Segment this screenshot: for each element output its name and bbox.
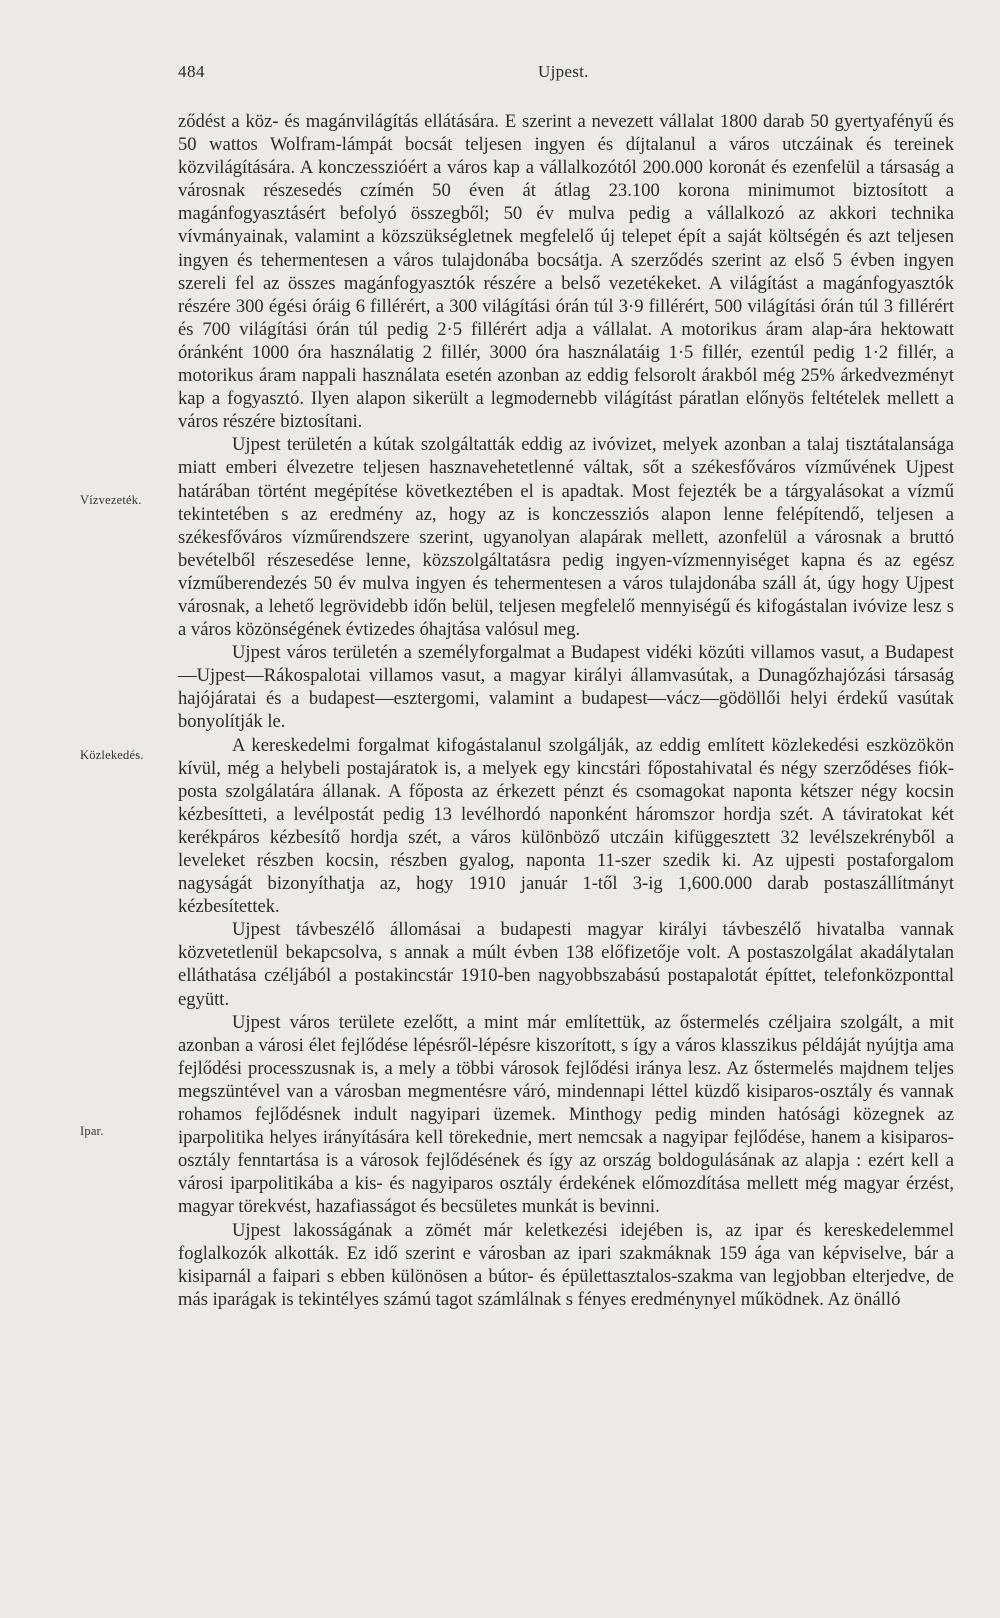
page-number: 484 xyxy=(178,62,205,81)
body-text xyxy=(178,110,954,1311)
paragraph-industry-policy: Ujpest város területe ezelőtt, a mint már említettük, az őstermelés czéljaira szolgált, a mit azonban a városi élet fejlődése lépésről-lépésre kiszorított, s így a város klasszikus példáját nyújtja ama fejlődési processzusnak is, a mely a többi városok fejlődési iránya lesz. Az őstermelés majdnem teljes megszüntével van a városban megmentésre váró, mindennapi léttel küzdő kisiparos-osztály és vannak rohamos fejlődésnek indult nagyipari üzemek. Minthogy pedig minden hatósági közegnek az iparpolitika helyes irányítására kell törekednie, mert nemcsak a nagyipar fejlődése, hanem a kisiparos-osztály fenntartása is a városok fejlődésének és így az ország boldogulásának az alapja : ezért kell a városi iparpolitikába a kis- és nagyiparos osztály érdekének előmozdítása mellett még magyar érzést, magyar törekvést, hazafiasságot és becsületes munkát is bevinni. xyxy=(178,1011,954,1218)
margin-note-transport: Közlekedés. xyxy=(80,748,144,762)
paragraph-water-supply: Ujpest területén a kútak szolgáltatták eddig az ivóvizet, melyek azonban a talaj tisztátalansága miatt emberi élvezetre teljesen hasznavehetetlenné váltak, sőt a székesfőváros vízművének Ujpest határában történt megépítése következtében el is apadtak. Most fejezték be a tárgyalásokat a vízmű tekintetében s az eredmény az, hogy az is konczessziós alapon lenne felépítendő, teljesen a székesfőváros vízműrendszere szerint, ugyanolyan alapárak mellett, azonfelül a városnak a bruttó bevételből részesedése lenne, közszolgáltatásra pedig ingyen-vízmennyiséget kapna és az egész vízműberendezés 50 év mulva ingyen és tehermentesen a város tulajdonába száll át, úgy hogy Ujpest városnak, a lehető legrövidebb időn belül, teljesen megfelelő mennyiségű és kifogástalan ivóvize lesz s a város közönségének évtizedes óhajtása valósul meg. xyxy=(178,434,954,641)
paragraph-telephone: Ujpest távbeszélő állomásai a budapesti magyar királyi távbeszélő hivatalba vannak közvetetlenül bekapcsolva, s annak a múlt évben 138 előfizetője volt. A postaszolgálat akadálytalan elláthatása czéljából a postakincstár 1910-ben nagyobbszabású postapalotát építtet, telefonközponttal együtt. xyxy=(178,919,954,1010)
paragraph-passenger-traffic: Ujpest város területén a személyforgalmat a Budapest vidéki közúti villamos vasut, a Budapest—Ujpest—Rákospalotai villamos vasut, a magyar királyi államvasútak, a Dunagőzhajózási társaság hajójáratai és a budapest—esztergomi, valamint a budapest—vácz—gödöllői helyi érdekű vasútak bonyolítják le. xyxy=(178,642,954,733)
paragraph-postal-service: A kereskedelmi forgalmat kifogástalanul szolgálják, az eddig említett közlekedési eszközökön kívül, még a helybeli postajáratok is, a melyek egy kincstári főpostahivatal és négy szerződéses fiók-posta szolgálatára állanak. A főposta az érkezett pénzt és csomagokat naponta kétszer négy kocsin kézbesítteti, a levélpostát pedig 13 levélhordó naponként háromszor hordja szét. A táviratokat két kerékpáros kézbesítő hordja szét, a város különböző utczáin kifüggesztett 32 levélszekrényből a leveleket részben kocsin, részben gyalog, naponta 11-szer szedik ki. Az ujpesti postaforgalom nagyságát bizonyíthatja az, hogy 1910 január 1-től 3-ig 1,600.000 darab postaszállítmányt kézbesítettek. xyxy=(178,734,954,918)
margin-note-water: Vízvezeték. xyxy=(80,493,142,507)
running-title: Ujpest. xyxy=(538,62,589,81)
margin-note-industry: Ipar. xyxy=(80,1124,104,1138)
paragraph-lighting: ződést a köz- és magánvilágítás ellátására. E szerint a nevezett vállalat 1800 darab 50 gyertyafényű és 50 wattos Wolfram-lámpát bocsát teljesen ingyen és díjtalanul a város utczáinak és tereinek közvilágítására. A konczesszióért a város kap a vállalkozótól 200.000 koronát és ezenfelül a társaság a városnak részesedés czímén 50 éven át átlag 23.100 korona minimumot biztosított a magánfogyasztásért befolyó összegből; 50 év mulva pedig a vállalkozó az akkori technika vívmányainak, valamint a közszükségletnek megfelelő új telepet épít a saját költségén és azt teljesen ingyen és tehermentesen a város tulajdonába bocsátja. A szerződés szerint az első 5 évben ingyen szereli fel az összes magánfogyasztók részére a belső vezetékeket. A világítást a magánfogyasztók részére 300 égési óráig 6 fillérért, a 300 világítási órán túl 3·9 fillérért, 500 világítási órán túl 3 fillérért és 700 világítási órán túl pedig 2·5 fillérért adja a vállalat. A motorikus áram alap-ára hektowatt óránként 1000 óra használatig 2 fillér, 3000 óra használatáig 1·5 fillér, ezentúl pedig 1·2 fillér, a motorikus áram nappali használata esetén azonban az eddig felsorolt árakból még 25% árkedvezményt kap a fogyasztó. Ilyen alapon sikerült a legmodernebb világítást páratlan előnyös feltételek mellett a város részére biztosítani. xyxy=(178,111,954,433)
paragraph-industry-population: Ujpest lakosságának a zömét már keletkezési idejében is, az ipar és kereskedelemmel foglalkozók alkották. Ez idő szerint e városban az ipari szakmáknak 159 ága van képviselve, bár a kisiparnál a faipari s ebben különösen a bútor- és épülettasztalos-szakma van legjobban elterjedve, de más iparágak is tekintélyes számú tagot számlálnak s fényes eredménynyel működnek. Az önálló xyxy=(178,1219,954,1310)
page-header xyxy=(178,62,954,92)
